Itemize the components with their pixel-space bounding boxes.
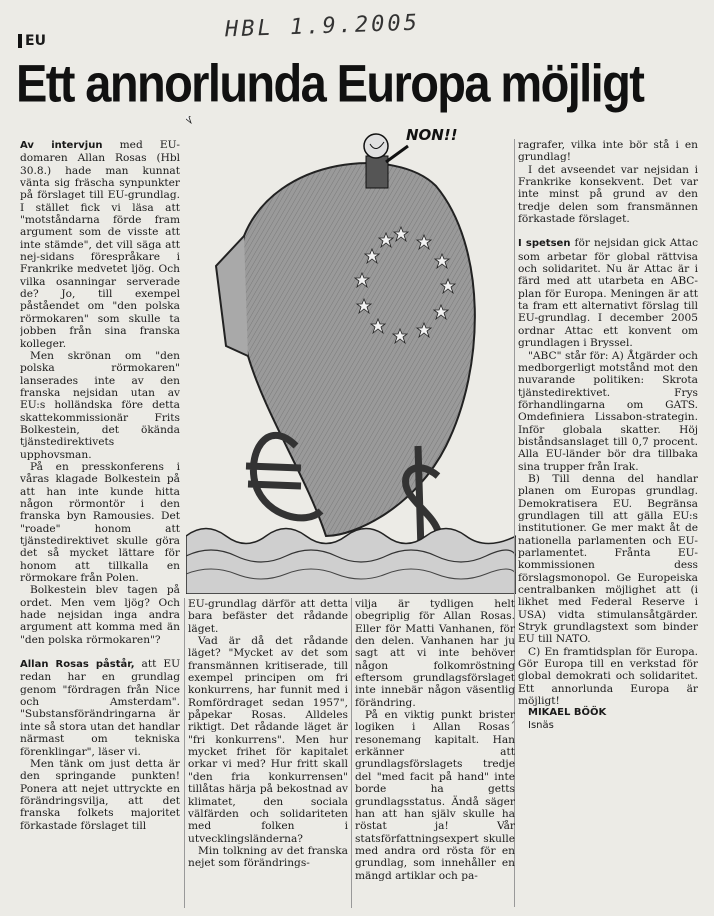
paragraph: På en viktig punkt brister logiken i Allan Rosas´ resonemang kapitalt. Han erkänner att grundlagsförslagets tredje del "med facit på hand" inte borde ha getts grundlagsstatus. Ändå säger han att han själv skulle ha röstat ja! Vår statsförfattningsexpert skulle med andra ord rösta för en grundlag, som innehåller en mängd artiklar och pa- — [355, 709, 515, 882]
headline: Ett annorlunda Europa möjligt — [16, 53, 644, 113]
column-rule — [184, 598, 185, 908]
paragraph: På en presskonferens i våras klagade Bolkestein på att han inte kunde hitta någon rörmontör i den franska byn Ramousies. Det "roade" honom att tjänstedirektivet skulle göra det så mycket lättare för honom att tillkalla en rörmokare från Polen. — [20, 460, 180, 585]
speech-text: NON!! — [406, 126, 458, 144]
paragraph — [518, 237, 698, 349]
paragraph: Min tolkning av det franska nejet som förändrings- — [188, 844, 348, 870]
paragraph — [20, 658, 180, 758]
paragraph: I det avseendet var nejsidan i Frankrike konsekvent. Det var inte minst på grund av den tredje delen som fransmännen förkastade förslaget. — [518, 163, 698, 226]
column-rule — [351, 598, 352, 908]
author-byline: MIKAEL BÖÖK — [528, 707, 607, 719]
paragraph: ragrafer, vilka inte bör stå i en grundlag! — [518, 139, 698, 164]
paragraph: Vad är då det rådande läget? "Mycket av det som fransmännen kritiserade, till exempel principen om fri konkurrens, har funnit med i Romfördraget sedan 1957", påpekar Rosas. Alldeles riktigt. Det rådande läget är "fri konkurrens". Men hur mycket frihet för kapitalet orkar vi med? Hur fritt skall "den fria konkurrensen" tillåtas härja på bekostnad av klimatet, den sociala välfärden och solidariteten med folken i utvecklingsländerna? — [188, 635, 348, 845]
paragraph-text: för nejsidan gick Attac som arbetar för global rättvisa och solidaritet. Nu är Attac är i färd med att utarbeta en ABC-plan för Europa. Meningen är att ta fram ett alternativt förslag till EU-grundlag. I december 2005 ordnar Attac ett konvent om grundlagen i Bryssel. — [518, 237, 698, 350]
paragraph: Men skrönan om "den polska rörmokaren" lanserades inte av den franska nejsidan utan av EU:s holländska före detta skattekommissionär Frits Bolkestein, det ökända tjänstedirektivets upphovsman. — [20, 349, 180, 461]
article-column-1 — [20, 139, 180, 907]
author-place: Isnäs — [528, 719, 554, 731]
paragraph: EU-grundlag därför att detta bara befäster det rådande läget. — [188, 598, 348, 635]
paragraph: "ABC" står för: A) Åtgärder och medborgerligt motstånd mot den nuvarande politiken: Skrota tjänstedirektivet. Frys förhandlingarna om GATS. Omdefiniera Lissabon-strategin. Inför globala skatter. Höj biståndsanslaget till 0,7 procent. Alla EU-länder bör dra tillbaka sina trupper från Irak. — [518, 349, 698, 473]
lead-in: I spetsen — [518, 238, 571, 250]
lead-in: Av intervjun — [20, 140, 103, 151]
lead-in: Allan Rosas påstår, — [20, 659, 135, 671]
paragraph-text: med EU-domaren Allan Rosas (Hbl 30.8.) hade man kunnat vänta sig fräscha synpunkter på förslaget till EU-grundlag. I stället fick vi läsa att "motståndarna förde fram argument som de visste att inte stämde", det vill säga att nej-sidans förespråkare i Frankrike medvetet ljög. Och vilka osanningar serverade de? Jo, till exempel påståendet om "den polska rörmokaren" som skulle ta jobben från sina franska kolleger. — [20, 139, 180, 350]
paragraph-text: att EU redan har en grundlag genom "fördragen från Nice och Amsterdam". "Substansförändringarna är inte så stora utan det handlar närmast om tekniska förenklingar", läser vi. — [20, 658, 180, 758]
paragraph: vilja är tydligen helt obegriplig för Allan Rosas. Eller för Matti Vanhanen, för den delen. Vanhanen har ju sagt att vi inte behöver någon folkomröstning eftersom grundlagsförslaget inte innebär någon väsentlig förändring. — [355, 598, 515, 709]
paragraph — [20, 139, 180, 350]
handwritten-date-note: HBL 1.9.2005 — [224, 10, 421, 43]
paragraph: C) En framtidsplan för Europa. Gör Europa till en verkstad för global demokrati och solidaritet. Ett annorlunda Europa är möjligt! — [518, 645, 698, 708]
article-column-4 — [518, 139, 698, 907]
article-column-2 — [188, 598, 348, 908]
sinking-ship-hull — [239, 163, 475, 536]
paragraph: Men tänk om just detta är den springande punkten! Ponera att nejet uttryckte en förändringsvilja, att det franska folkets majoritet förkastade förslaget till — [20, 757, 180, 832]
political-cartoon — [186, 116, 516, 594]
section-label: EU — [18, 34, 46, 48]
ship-stern — [216, 236, 248, 356]
article-column-3 — [355, 598, 515, 908]
paragraph: Bolkestein blev tagen på ordet. Men vem ljög? Och hade nejsidan inga andra argument att komma med än "den polska rörmokaren"? — [20, 584, 180, 646]
paragraph: B) Till denna del handlar planen om Europas grundlag. Demokratisera EU. Begränsa grundlagen till att gälla EU:s institutioner. Ge mer makt åt de nationella parlamenten och EU-parlamentet. Fråntа EU-kommissionen dess förslagsmonopol. Ge Europeiska centralbanken möjlighet att (i likhet med Federal Reserve i USA) vidta stimulansåtgärder. Stryk grundlagstext som binder EU till NATO. — [518, 472, 698, 646]
